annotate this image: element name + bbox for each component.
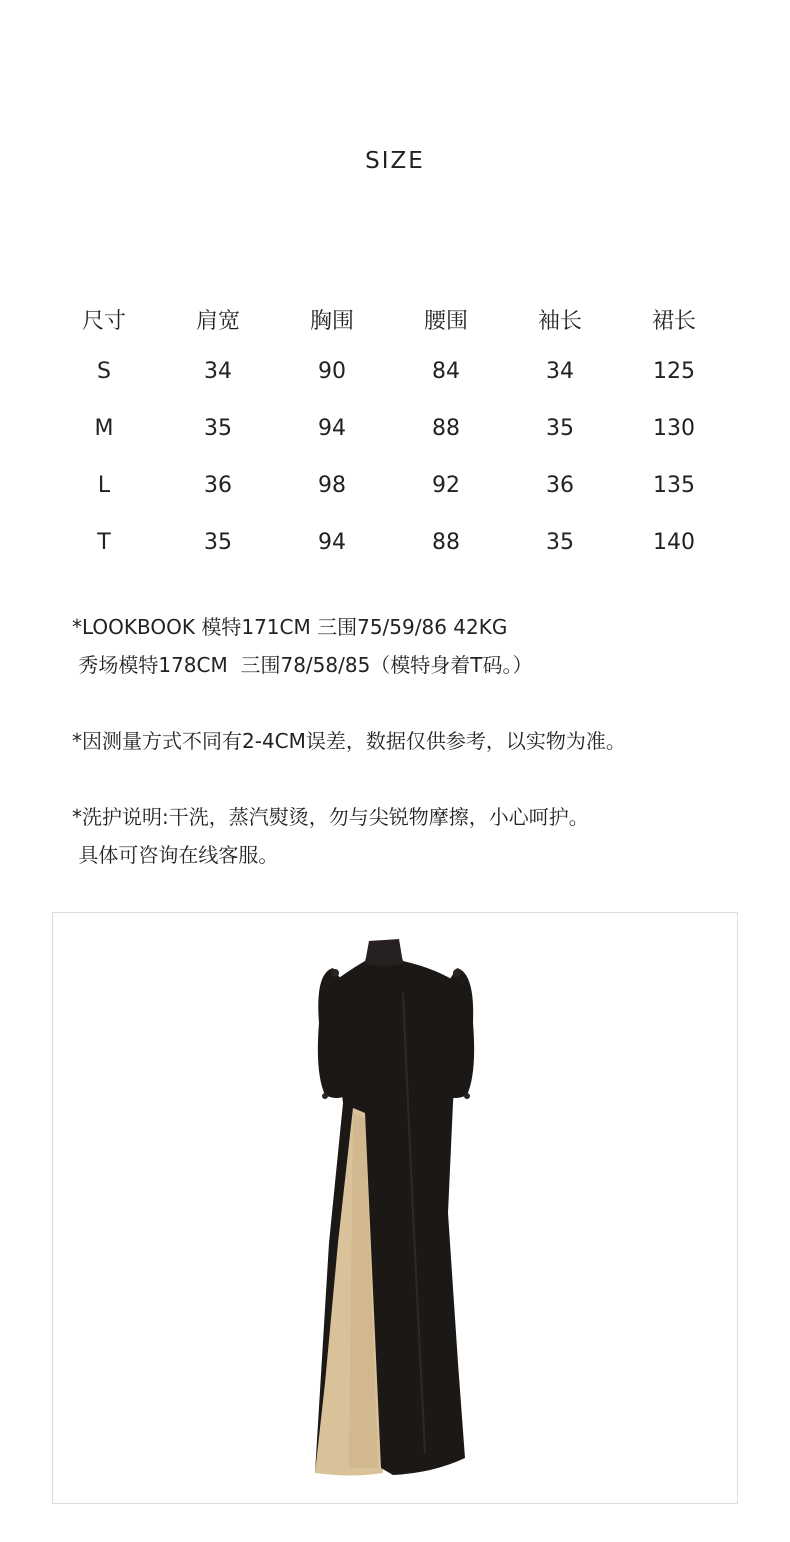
table-row [47, 400, 731, 457]
table-cell: T [97, 530, 111, 555]
table-cell: 125 [653, 359, 695, 384]
care-contact: 具体可咨询在线客服。 [72, 843, 279, 867]
header-shoulder: 肩宽 [195, 308, 240, 334]
header-bust: 胸围 [309, 308, 354, 334]
table-cell: 35 [546, 416, 574, 441]
right-sleeve [441, 968, 474, 1098]
table-cell: 94 [318, 416, 346, 441]
size-table [47, 295, 731, 571]
care-instructions: *洗护说明:干洗，蒸汽熨烫，勿与尖锐物摩擦，小心呵护。 [72, 805, 589, 829]
notes-section [72, 608, 772, 874]
table-row [47, 514, 731, 571]
table-cell: 35 [546, 530, 574, 555]
table-cell: 94 [318, 530, 346, 555]
dress-collar [365, 939, 403, 966]
dress-illustration [53, 913, 738, 1504]
table-cell: 88 [432, 530, 460, 555]
table-cell: 92 [432, 473, 460, 498]
header-sleeve: 袖长 [537, 308, 582, 334]
table-cell: L [97, 473, 111, 498]
model-info-lookbook: *LOOKBOOK 模特171CM 三围75/59/86 42KG [72, 615, 508, 639]
table-cell: 84 [432, 359, 460, 384]
table-cell: M [94, 416, 114, 441]
table-cell: 130 [653, 416, 695, 441]
table-cell: 35 [204, 416, 232, 441]
table-cell: S [97, 359, 111, 384]
table-cell: 36 [546, 473, 574, 498]
table-row [47, 457, 731, 514]
table-cell: 135 [653, 473, 695, 498]
table-cell: 98 [318, 473, 346, 498]
table-cell: 140 [653, 530, 695, 555]
table-cell: 36 [204, 473, 232, 498]
left-sleeve [318, 968, 351, 1098]
model-info-runway: 秀场模特178CM 三围78/58/85（模特身着T码。） [72, 653, 533, 677]
header-size: 尺寸 [81, 308, 126, 334]
measurement-disclaimer: *因测量方式不同有2-4CM误差，数据仅供参考，以实物为准。 [72, 729, 626, 753]
product-photo [52, 912, 738, 1504]
table-cell: 34 [204, 359, 232, 384]
table-cell: 35 [204, 530, 232, 555]
header-waist: 腰围 [423, 308, 468, 334]
table-row [47, 343, 731, 400]
table-cell: 88 [432, 416, 460, 441]
table-cell: 90 [318, 359, 346, 384]
size-table-header-row [47, 295, 731, 343]
page-title: SIZE [365, 148, 425, 174]
table-cell: 34 [546, 359, 574, 384]
header-length: 裙长 [651, 308, 696, 334]
